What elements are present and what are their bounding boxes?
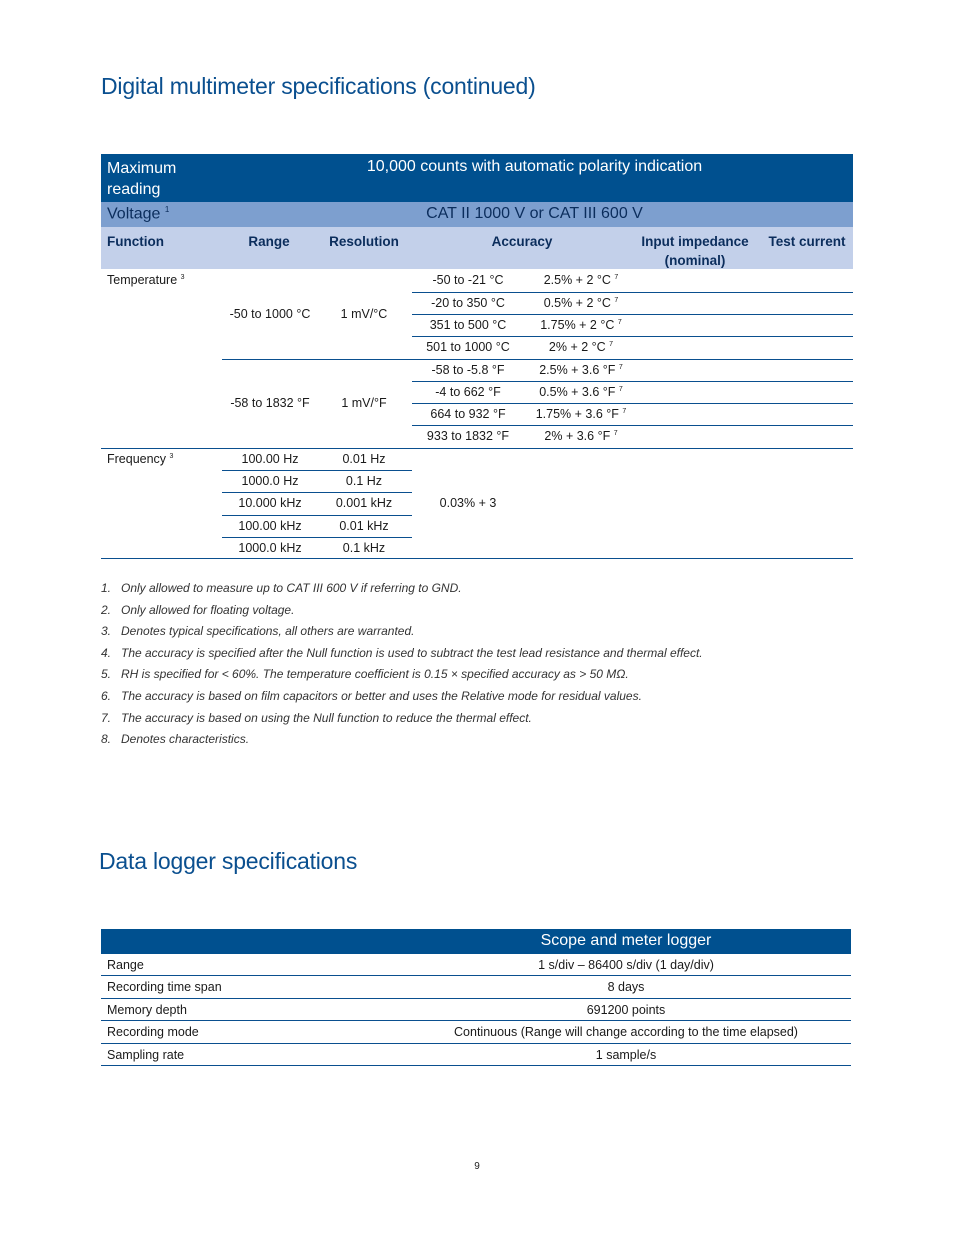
max-reading-label: Maximum reading [107, 160, 177, 198]
freq-range-1: 100.00 Hz [241, 452, 299, 466]
divider [412, 425, 853, 426]
page-number: 9 [474, 1161, 480, 1172]
freq-resolution-1: 0.01 Hz [342, 452, 386, 466]
temp-f-accuracy-1: 2.5% + 3.6 °F $^7$ [539, 363, 623, 377]
header-input-impedance: Input impedance (nominal) [641, 234, 749, 268]
freq-range-3: 10.000 kHz [238, 496, 302, 510]
divider [412, 381, 853, 382]
footnote: 1. Only allowed to measure up to CAT III 600 V if referring to GND. [101, 581, 462, 595]
temp-f-sub-range-3: 664 to 932 °F [430, 407, 506, 421]
row-label: Sampling rate [107, 1047, 185, 1062]
header-range: Range [248, 234, 290, 249]
temperature-f-resolution: 1 mV/°F [341, 396, 387, 410]
divider [222, 359, 853, 360]
temperature-label: Temperature $^3$ [107, 273, 185, 287]
voltage-value: CAT II 1000 V or CAT III 600 V [426, 205, 643, 222]
logger-header: Scope and meter logger [540, 932, 712, 949]
footnote: 3. Denotes typical specifications, all others are warranted. [101, 624, 415, 639]
footnote: 7. The accuracy is based on using the Null function to reduce the thermal effect. [101, 710, 532, 725]
divider [412, 292, 853, 293]
footnote: 4. The accuracy is specified after the Null function is used to subtract the test lead resistance and thermal effect. [101, 645, 703, 660]
temp-f-sub-range-2: -4 to 662 °F [435, 385, 501, 399]
logger-header-row [101, 929, 851, 954]
temp-c-accuracy-4: 2% + 2 °C $^7$ [548, 340, 614, 354]
table-row [101, 954, 851, 976]
max-reading-row [101, 154, 853, 202]
row-label: Recording mode [107, 1025, 199, 1040]
voltage-label: Voltage $^1$ [107, 205, 170, 223]
temp-f-accuracy-3: 1.75% + 3.6 °F $^7$ [535, 407, 627, 421]
divider [222, 470, 412, 471]
temp-c-sub-range-1: -50 to -21 °C [432, 273, 504, 287]
row-value: Continuous (Range will change according to the time elapsed) [454, 1025, 798, 1040]
divider [222, 537, 412, 538]
row-value: 691200 points [586, 1002, 666, 1017]
row-label: Memory depth [107, 1002, 187, 1017]
table-row [101, 1044, 851, 1066]
header-test-current: Test current [768, 234, 846, 249]
footnote: 8. Denotes characteristics. [101, 732, 250, 747]
divider [101, 448, 853, 449]
temp-c-accuracy-2: 0.5% + 2 °C $^7$ [543, 296, 619, 310]
section-title-dmm: Digital multimeter specifications (continued) [101, 73, 536, 99]
temp-f-accuracy-4: 2% + 3.6 °F $^7$ [544, 429, 618, 443]
table-row [101, 976, 851, 998]
temp-f-sub-range-4: 933 to 1832 °F [426, 429, 510, 443]
divider [412, 403, 853, 404]
freq-resolution-3: 0.001 kHz [335, 496, 393, 510]
divider [222, 492, 412, 493]
row-value: 1 sample/s [595, 1047, 657, 1062]
max-reading-value: 10,000 counts with automatic polarity indication [366, 158, 703, 175]
header-accuracy: Accuracy [491, 234, 553, 249]
freq-resolution-5: 0.1 kHz [342, 541, 386, 555]
temp-c-sub-range-3: 351 to 500 °C [429, 318, 507, 332]
dmm-table-body [101, 269, 853, 559]
temp-c-sub-range-4: 501 to 1000 °C [426, 340, 510, 354]
row-value: 1 s/div – 86400 s/div (1 day/div) [538, 958, 714, 972]
row-label: Range [107, 958, 144, 972]
temp-f-sub-range-1: -58 to -5.8 °F [431, 363, 505, 377]
footnote: 2. Only allowed for floating voltage. [101, 602, 295, 617]
footnote: 6. The accuracy is based on film capacitors or better and uses the Relative mode for residual values. [101, 688, 642, 703]
freq-accuracy: 0.03% + 3 [439, 496, 497, 510]
freq-range-4: 100.00 kHz [238, 519, 302, 533]
temp-c-sub-range-2: -20 to 350 °C [431, 296, 505, 310]
column-header-row [101, 227, 853, 269]
footnotes [101, 579, 861, 752]
header-resolution: Resolution [329, 234, 399, 249]
dmm-spec-table [101, 154, 853, 559]
freq-resolution-4: 0.01 kHz [339, 519, 389, 533]
header-function: Function [107, 234, 164, 249]
section-title-logger: Data logger specifications [99, 848, 358, 874]
logger-spec-table [101, 929, 851, 1066]
freq-range-2: 1000.0 Hz [241, 474, 299, 488]
temp-f-accuracy-2: 0.5% + 3.6 °F $^7$ [539, 385, 623, 399]
frequency-label: Frequency $^3$ [107, 452, 174, 466]
footnote: 5. RH is specified for < 60%. The temperature coefficient is 0.15 × specified accuracy as > 50 MΩ. [101, 667, 629, 682]
temp-c-accuracy-3: 1.75% + 2 °C $^7$ [540, 318, 622, 332]
freq-range-5: 1000.0 kHz [238, 541, 302, 555]
table-row [101, 1021, 851, 1043]
divider [101, 558, 853, 559]
temperature-f-range: -58 to 1832 °F [230, 396, 310, 410]
table-row [101, 999, 851, 1021]
temperature-c-range: -50 to 1000 °C [229, 307, 311, 321]
divider [222, 515, 412, 516]
row-value: 8 days [607, 980, 645, 995]
freq-resolution-2: 0.1 Hz [345, 474, 383, 488]
temp-c-accuracy-1: 2.5% + 2 °C $^7$ [543, 273, 619, 287]
temperature-c-resolution: 1 mV/°C [340, 307, 388, 321]
row-label: Recording time span [107, 980, 222, 995]
divider [412, 314, 853, 315]
divider [412, 336, 853, 337]
voltage-row [101, 202, 853, 227]
